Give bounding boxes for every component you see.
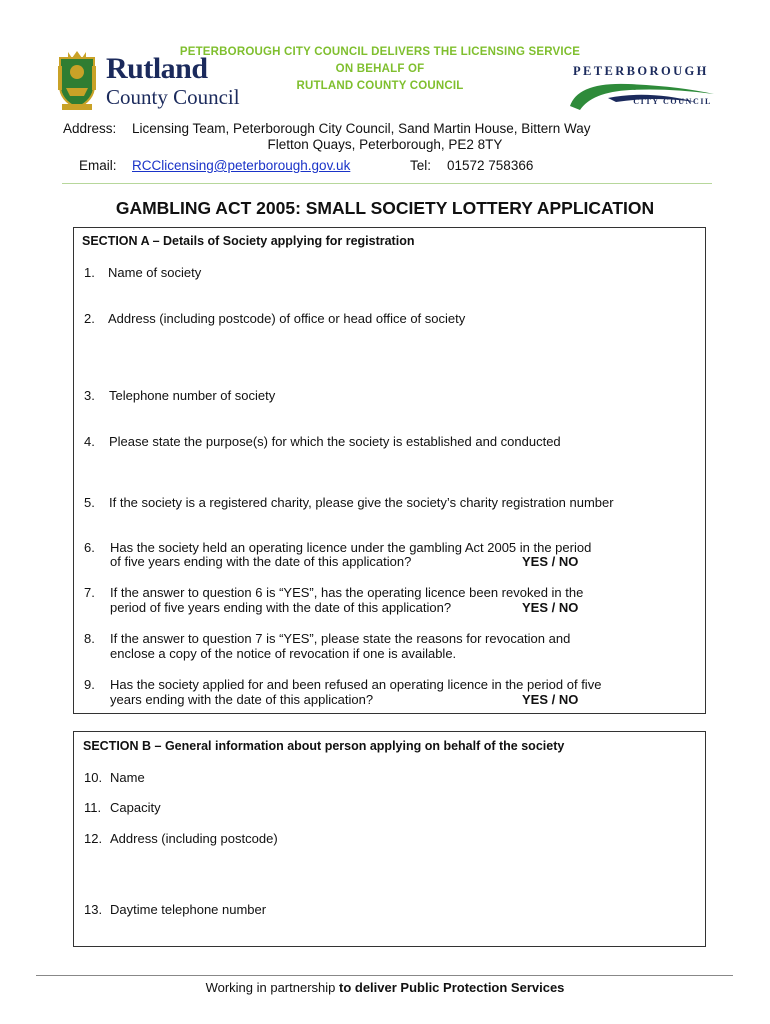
section-a-title: SECTION A – Details of Society applying for registration [82, 234, 415, 248]
form-title: GAMBLING ACT 2005: SMALL SOCIETY LOTTERY APPLICATION [115, 198, 655, 218]
address-label: Address: [63, 121, 117, 136]
tel-label: Tel: [410, 158, 432, 173]
q3-text: Telephone number of society [109, 388, 276, 403]
q1-number: 1. [84, 265, 95, 280]
email-link[interactable]: RCClicensing@peterborough.gov.uk [132, 158, 351, 173]
q11-number: 11. [84, 800, 102, 815]
q10-text: Name [110, 770, 145, 785]
footer-divider [36, 975, 733, 976]
q8-line-2: enclose a copy of the notice of revocation if one is available. [110, 646, 457, 661]
q12-text: Address (including postcode) [110, 831, 278, 846]
peterborough-subtitle: CITY COUNCIL [633, 97, 712, 106]
delivery-line-1: PETERBOROUGH CITY COUNCIL DELIVERS THE LICENSING SERVICE [179, 46, 581, 58]
q6-number: 6. [84, 540, 95, 555]
q7-number: 7. [84, 585, 95, 600]
q2-text: Address (including postcode) of office or head office of society [108, 311, 466, 326]
q9-line-2: years ending with the date of this application? [110, 692, 374, 707]
q6-line-1: Has the society held an operating licence under the gambling Act 2005 in the period [110, 540, 592, 555]
delivery-notice [160, 44, 600, 95]
q9-number: 9. [84, 677, 95, 692]
q4-number: 4. [84, 434, 95, 449]
q9-yes-no[interactable]: YES / NO [522, 692, 579, 707]
section-b-title: SECTION B – General information about person applying on behalf of the society [83, 739, 565, 753]
q4-text: Please state the purpose(s) for which the society is established and conducted [109, 434, 561, 449]
q7-line-1: If the answer to question 6 is “YES”, has the operating licence been revoked in the [110, 585, 584, 600]
peterborough-swoosh-icon [568, 76, 718, 112]
q13-text: Daytime telephone number [110, 902, 267, 917]
q12-number: 12. [84, 831, 103, 846]
peterborough-logo [568, 62, 718, 112]
address-line-2: Fletton Quays, Peterborough, PE2 8TY [267, 137, 503, 152]
address-line-1: Licensing Team, Peterborough City Council, Sand Martin House, Bittern Way [132, 121, 591, 136]
delivery-line-3: RUTLAND COUNTY COUNCIL [296, 80, 464, 92]
q8-line-1: If the answer to question 7 is “YES”, please state the reasons for revocation and [110, 631, 571, 646]
delivery-line-2: ON BEHALF OF [335, 63, 425, 75]
q5-text: If the society is a registered charity, please give the society’s charity registration number [109, 495, 614, 510]
q1-text: Name of society [108, 265, 202, 280]
email-label: Email: [79, 158, 117, 173]
tel-value: 01572 758366 [447, 158, 534, 173]
q9-line-1: Has the society applied for and been refused an operating licence in the period of five [110, 677, 602, 692]
q10-number: 10. [84, 770, 103, 785]
rutland-crest-icon [54, 48, 100, 112]
q5-number: 5. [84, 495, 95, 510]
q2-number: 2. [84, 311, 95, 326]
q11-text: Capacity [110, 800, 161, 815]
rutland-subtitle: County Council [106, 85, 240, 109]
peterborough-name: PETERBOROUGH [573, 64, 709, 78]
q8-number: 8. [84, 631, 95, 646]
q3-number: 3. [84, 388, 95, 403]
q13-number: 13. [84, 902, 103, 917]
footer [0, 980, 770, 995]
footer-part-2: to deliver Public Protection Services [339, 980, 565, 995]
header-divider [62, 183, 712, 184]
footer-part-1: Working in partnership [205, 980, 339, 995]
q7-line-2: period of five years ending with the date of this application? [110, 600, 452, 615]
q6-line-2: of five years ending with the date of this application? [110, 554, 412, 569]
q7-yes-no[interactable]: YES / NO [522, 600, 579, 615]
rutland-name: Rutland [106, 52, 208, 85]
q6-yes-no[interactable]: YES / NO [522, 554, 579, 569]
